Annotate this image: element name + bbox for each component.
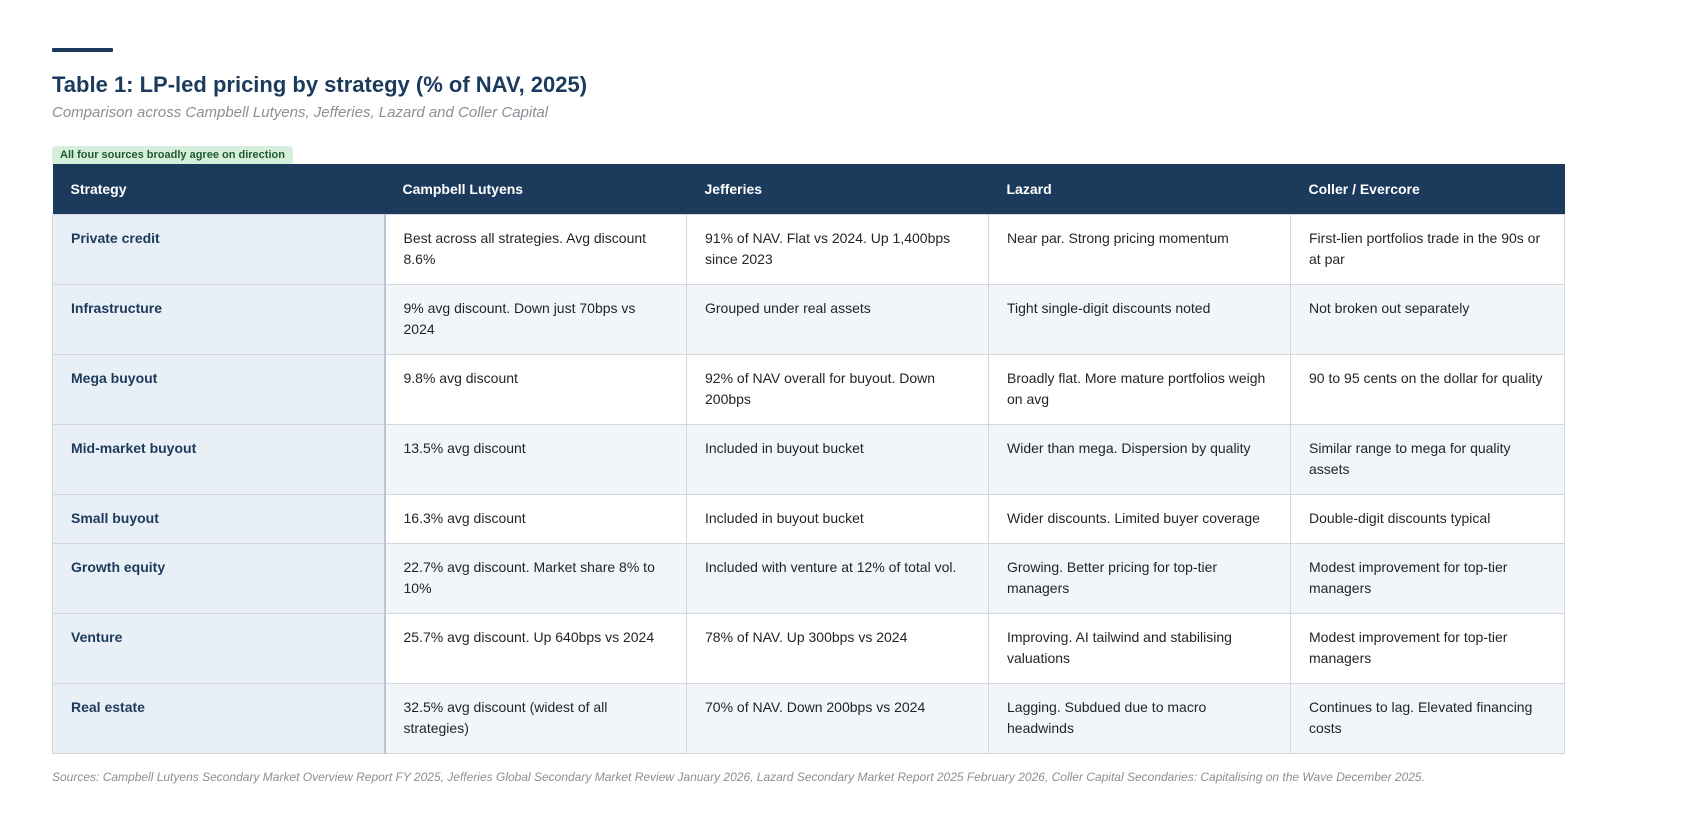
jefferies-cell: Included in buyout bucket bbox=[687, 424, 989, 494]
strategy-cell: Real estate bbox=[53, 683, 385, 753]
campbell-cell: 32.5% avg discount (widest of all strategies) bbox=[385, 683, 687, 753]
lazard-cell: Wider discounts. Limited buyer coverage bbox=[989, 494, 1291, 543]
table-row bbox=[53, 683, 1565, 753]
lazard-cell: Wider than mega. Dispersion by quality bbox=[989, 424, 1291, 494]
table-row bbox=[53, 354, 1565, 424]
campbell-cell: 13.5% avg discount bbox=[385, 424, 687, 494]
pricing-table bbox=[52, 164, 1565, 754]
strategy-cell: Mega buyout bbox=[53, 354, 385, 424]
coller-cell: Not broken out separately bbox=[1291, 284, 1565, 354]
jefferies-cell: Included with venture at 12% of total vol. bbox=[687, 543, 989, 613]
title-accent-bar bbox=[52, 48, 113, 52]
strategy-cell: Growth equity bbox=[53, 543, 385, 613]
lazard-cell: Growing. Better pricing for top-tier managers bbox=[989, 543, 1291, 613]
coller-cell: Continues to lag. Elevated financing costs bbox=[1291, 683, 1565, 753]
strategy-cell: Infrastructure bbox=[53, 284, 385, 354]
table-title: Table 1: LP-led pricing by strategy (% of NAV, 2025) bbox=[52, 72, 588, 97]
lazard-cell: Near par. Strong pricing momentum bbox=[989, 214, 1291, 284]
table-row bbox=[53, 214, 1565, 284]
table-row bbox=[53, 424, 1565, 494]
lazard-cell: Improving. AI tailwind and stabilising valuations bbox=[989, 613, 1291, 683]
column-header-jefferies: Jefferies bbox=[687, 164, 989, 214]
jefferies-cell: 91% of NAV. Flat vs 2024. Up 1,400bps since 2023 bbox=[687, 214, 989, 284]
lazard-cell: Broadly flat. More mature portfolios weigh on avg bbox=[989, 354, 1291, 424]
strategy-cell: Mid-market buyout bbox=[53, 424, 385, 494]
column-header-campbell-lutyens: Campbell Lutyens bbox=[385, 164, 687, 214]
table-subtitle: Comparison across Campbell Lutyens, Jefferies, Lazard and Coller Capital bbox=[52, 104, 549, 121]
coller-cell: Modest improvement for top-tier managers bbox=[1291, 613, 1565, 683]
campbell-cell: 22.7% avg discount. Market share 8% to 10% bbox=[385, 543, 687, 613]
campbell-cell: 16.3% avg discount bbox=[385, 494, 687, 543]
jefferies-cell: Grouped under real assets bbox=[687, 284, 989, 354]
agreement-badge: All four sources broadly agree on direction bbox=[52, 146, 293, 164]
column-header-strategy: Strategy bbox=[53, 164, 385, 214]
strategy-cell: Small buyout bbox=[53, 494, 385, 543]
strategy-cell: Venture bbox=[53, 613, 385, 683]
strategy-cell: Private credit bbox=[53, 214, 385, 284]
campbell-cell: 9% avg discount. Down just 70bps vs 2024 bbox=[385, 284, 687, 354]
jefferies-cell: 78% of NAV. Up 300bps vs 2024 bbox=[687, 613, 989, 683]
coller-cell: 90 to 95 cents on the dollar for quality bbox=[1291, 354, 1565, 424]
jefferies-cell: Included in buyout bucket bbox=[687, 494, 989, 543]
jefferies-cell: 92% of NAV overall for buyout. Down 200bps bbox=[687, 354, 989, 424]
sources-footnote: Sources: Campbell Lutyens Secondary Market Overview Report FY 2025, Jefferies Global Secondary Market Review January 2026, Lazard Secondary Market Report 2025 February 2026, Coller Capital Secondaries: Capitalising on the Wave December 2025. bbox=[52, 769, 1425, 784]
coller-cell: Double-digit discounts typical bbox=[1291, 494, 1565, 543]
lazard-cell: Tight single-digit discounts noted bbox=[989, 284, 1291, 354]
table-header-row bbox=[53, 164, 1565, 214]
table-row bbox=[53, 494, 1565, 543]
campbell-cell: 9.8% avg discount bbox=[385, 354, 687, 424]
table-row bbox=[53, 613, 1565, 683]
column-header-coller-evercore: Coller / Evercore bbox=[1291, 164, 1565, 214]
table-row bbox=[53, 284, 1565, 354]
coller-cell: First-lien portfolios trade in the 90s or at par bbox=[1291, 214, 1565, 284]
coller-cell: Modest improvement for top-tier managers bbox=[1291, 543, 1565, 613]
campbell-cell: Best across all strategies. Avg discount 8.6% bbox=[385, 214, 687, 284]
jefferies-cell: 70% of NAV. Down 200bps vs 2024 bbox=[687, 683, 989, 753]
table-row bbox=[53, 543, 1565, 613]
campbell-cell: 25.7% avg discount. Up 640bps vs 2024 bbox=[385, 613, 687, 683]
lazard-cell: Lagging. Subdued due to macro headwinds bbox=[989, 683, 1291, 753]
coller-cell: Similar range to mega for quality assets bbox=[1291, 424, 1565, 494]
column-header-lazard: Lazard bbox=[989, 164, 1291, 214]
